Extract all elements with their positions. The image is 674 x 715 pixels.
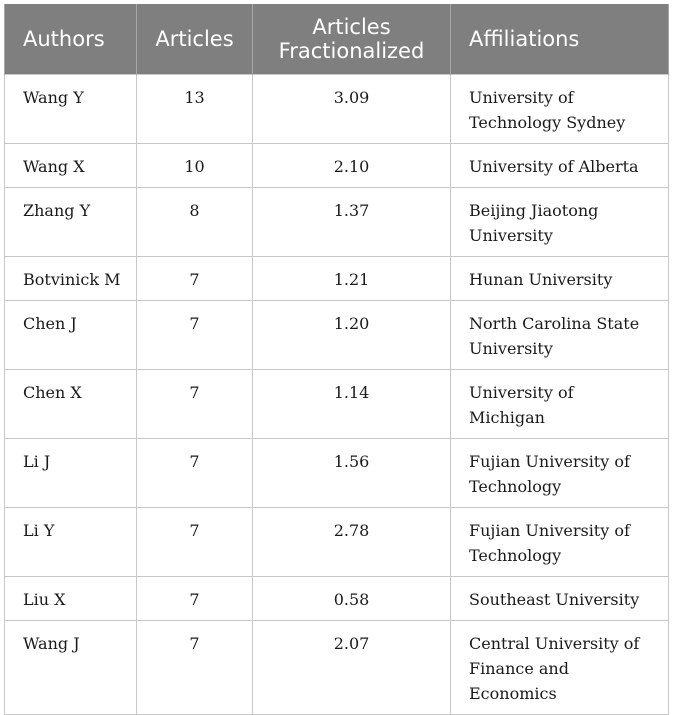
author-cell: Zhang Y	[5, 188, 137, 257]
articles-cell: 7	[137, 301, 253, 370]
affiliation-cell: Fujian University of Technology	[451, 508, 669, 577]
table-row	[5, 370, 669, 439]
affiliation-cell: Hunan University	[451, 257, 669, 301]
author-cell: Li Y	[5, 508, 137, 577]
header-fractionalized-line1: Articles	[312, 15, 391, 39]
affiliation-cell: University of Alberta	[451, 144, 669, 188]
author-cell: Wang J	[5, 621, 137, 715]
articles-cell: 10	[137, 144, 253, 188]
articles-cell: 7	[137, 257, 253, 301]
fractionalized-cell: 1.14	[253, 370, 451, 439]
authors-table	[4, 4, 669, 715]
table-row	[5, 439, 669, 508]
table-row	[5, 257, 669, 301]
fractionalized-cell: 1.21	[253, 257, 451, 301]
affiliation-cell: University of Technology Sydney	[451, 75, 669, 144]
table-header	[5, 4, 669, 75]
affiliation-cell: North Carolina State University	[451, 301, 669, 370]
author-cell: Wang X	[5, 144, 137, 188]
table-row	[5, 144, 669, 188]
fractionalized-cell: 2.07	[253, 621, 451, 715]
articles-cell: 7	[137, 508, 253, 577]
author-cell: Botvinick M	[5, 257, 137, 301]
table-row	[5, 75, 669, 144]
affiliation-cell: Central University of Finance and Economics	[451, 621, 669, 715]
author-cell: Chen X	[5, 370, 137, 439]
author-cell: Wang Y	[5, 75, 137, 144]
header-articles-fractionalized	[253, 4, 451, 75]
fractionalized-cell: 3.09	[253, 75, 451, 144]
articles-cell: 7	[137, 439, 253, 508]
author-cell: Chen J	[5, 301, 137, 370]
author-cell: Liu X	[5, 577, 137, 621]
articles-cell: 8	[137, 188, 253, 257]
header-row	[5, 4, 669, 75]
fractionalized-cell: 1.56	[253, 439, 451, 508]
articles-cell: 7	[137, 621, 253, 715]
table-row	[5, 301, 669, 370]
affiliation-cell: University of Michigan	[451, 370, 669, 439]
table-row	[5, 577, 669, 621]
articles-cell: 7	[137, 370, 253, 439]
fractionalized-cell: 1.20	[253, 301, 451, 370]
header-fractionalized-line2: Fractionalized	[278, 39, 425, 63]
table-row	[5, 621, 669, 715]
fractionalized-cell: 0.58	[253, 577, 451, 621]
table-row	[5, 508, 669, 577]
header-articles: Articles	[137, 4, 253, 75]
fractionalized-cell: 1.37	[253, 188, 451, 257]
table-body	[5, 75, 669, 715]
author-cell: Li J	[5, 439, 137, 508]
affiliation-cell: Fujian University of Technology	[451, 439, 669, 508]
table-row	[5, 188, 669, 257]
affiliation-cell: Southeast University	[451, 577, 669, 621]
header-affiliations: Affiliations	[451, 4, 669, 75]
header-authors: Authors	[5, 4, 137, 75]
fractionalized-cell: 2.10	[253, 144, 451, 188]
articles-cell: 13	[137, 75, 253, 144]
articles-cell: 7	[137, 577, 253, 621]
affiliation-cell: Beijing Jiaotong University	[451, 188, 669, 257]
fractionalized-cell: 2.78	[253, 508, 451, 577]
